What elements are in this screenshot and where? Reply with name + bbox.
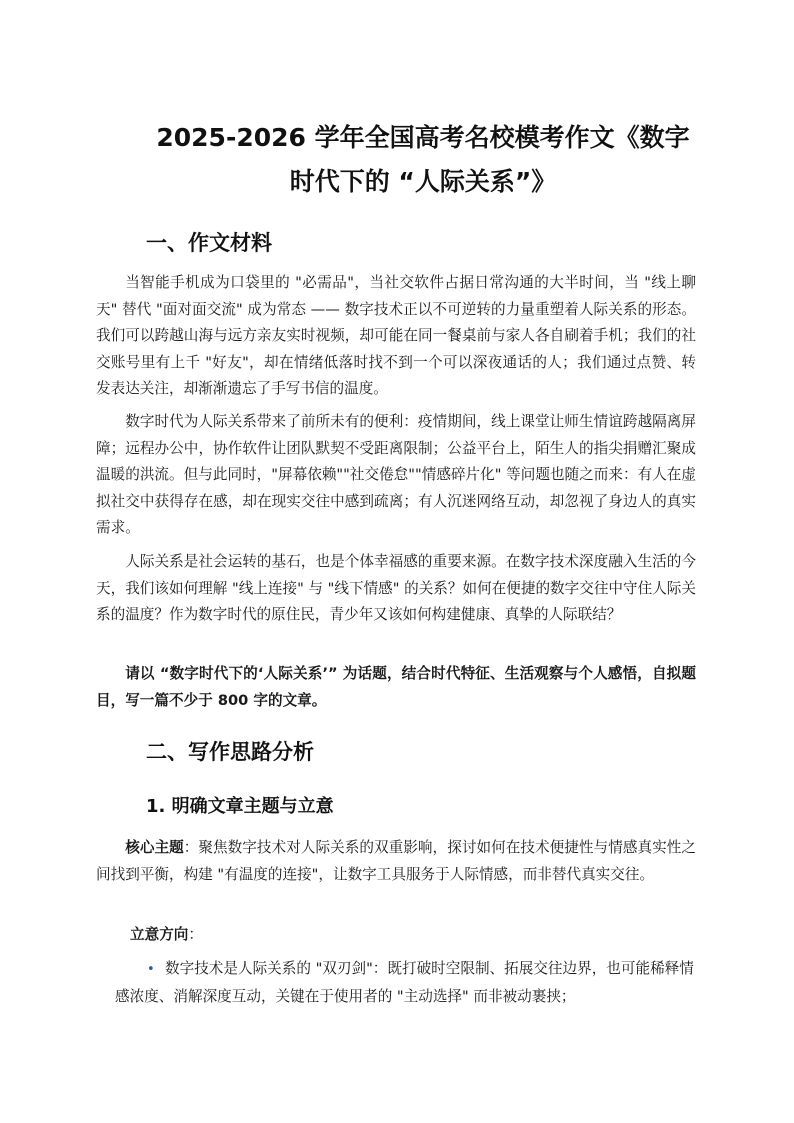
material-paragraph-3: 人际关系是社会运转的基石，也是个体幸福感的重要来源。在数字技术深度融入生活的今天，我们该如何理解 "线上连接" 与 "线下情感" 的关系？如何在便捷的数字交往中守住人际关系的温度？作为数字时代的原住民，青少年又该如何构建健康、真挚的人际联结？ xyxy=(96,553,696,623)
title-line-1: 2025-2026 学年全国高考名校模考作文《数字 xyxy=(156,123,690,152)
core-theme-paragraph xyxy=(96,835,696,888)
direction-bullet-text: 数字技术是人际关系的 "双刃剑"：既打破时空限制、拓展交往边界，也可能稀释情感浓度、消解深度互动，关键在于使用者的 "主动选择" 而非被动裹挟； xyxy=(115,960,694,1005)
bullet-dot-icon: • xyxy=(147,962,155,977)
direction-label: 立意方向 xyxy=(130,926,189,943)
title-line-2: 时代下的 “人际关系”》 xyxy=(289,167,557,196)
core-theme-label: 核心主题 xyxy=(125,839,184,856)
core-theme-text: ：聚焦数字技术对人际关系的双重影响，探讨如何在技术便捷性与情感真实性之间找到平衡，构建 "有温度的连接"，让数字工具服务于人际情感，而非替代真实交往。 xyxy=(96,839,696,883)
writing-instruction: 请以 “数字时代下的‘人际关系’” 为话题，结合时代特征、生活观察与个人感悟，自拟题目，写一篇不少于 800 字的文章。 xyxy=(96,665,696,709)
section-heading-analysis: 二、写作思路分析 xyxy=(146,740,314,764)
section-heading-material: 一、作文材料 xyxy=(146,231,272,255)
subsection-heading-theme: 1. 明确文章主题与立意 xyxy=(146,796,334,817)
document-title xyxy=(118,116,728,204)
direction-label-line xyxy=(130,922,203,948)
material-paragraph-1: 当智能手机成为口袋里的 "必需品"，当社交软件占据日常沟通的大半时间，当 "线上聊天" 替代 "面对面交流" 成为常态 —— 数字技术正以不可逆转的力量重塑着人际关系的形态。我们可以跨越山海与远方亲友实时视频，却可能在同一餐桌前与家人各自刷着手机；我们的社交账号里有上千 "好友"，却在情绪低落时找不到一个可以深夜通话的人；我们通过点赞、转发表达关注，却渐渐遗忘了手写书信的温度。 xyxy=(96,274,696,397)
direction-colon: ： xyxy=(188,926,203,943)
direction-bullet-item xyxy=(115,956,695,1010)
material-paragraph-2: 数字时代为人际关系带来了前所未有的便利：疫情期间，线上课堂让师生情谊跨越隔离屏障；远程办公中，协作软件让团队默契不受距离限制；公益平台上，陌生人的指尖捐赠汇聚成温暖的洪流。但与此同时，"屏幕依赖""社交倦怠""情感碎片化" 等问题也随之而来：有人在虚拟社交中获得存在感，却在现实交往中感到疏离；有人沉迷网络互动，却忽视了身边人的真实需求。 xyxy=(96,413,696,536)
